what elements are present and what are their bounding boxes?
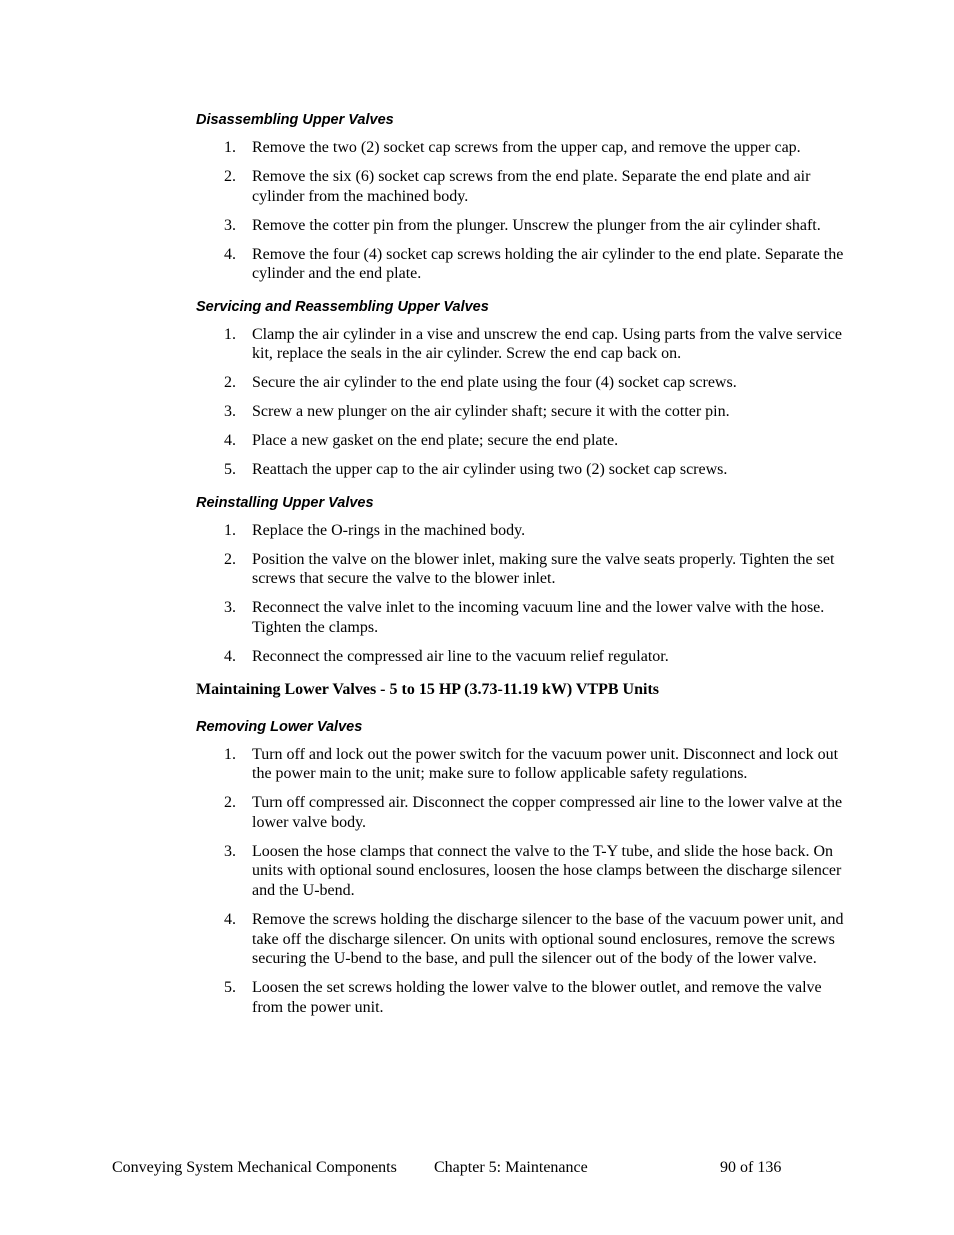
- step-text: Remove the screws holding the discharge silencer to the base of the vacuum power unit, and take off the discharge silencer. On units with optional sound enclosures, remove the screws securing the U-bend to the base, and pull the silencer out of the body of the lower valve.: [252, 910, 844, 968]
- disassembling-steps-list: [196, 138, 846, 284]
- step-number: 1.: [224, 521, 236, 539]
- step-text: Replace the O-rings in the machined body.: [252, 521, 526, 539]
- step-number: 1.: [224, 325, 236, 343]
- section-heading-reinstalling-upper-valves: Reinstalling Upper Valves: [196, 494, 374, 511]
- step-number: 5.: [224, 461, 236, 479]
- step-text: Remove the four (4) socket cap screws holding the air cylinder to the end plate. Separate the cylinder and the end plate.: [252, 245, 844, 283]
- list-item: [196, 521, 846, 541]
- list-item: [196, 978, 846, 1017]
- footer-document-title: Conveying System Mechanical Components: [112, 1159, 397, 1176]
- step-text: Screw a new plunger on the air cylinder shaft; secure it with the cotter pin.: [252, 403, 730, 421]
- step-text: Reconnect the valve inlet to the incoming vacuum line and the lower valve with the hose. Tighten the clamps.: [252, 599, 825, 637]
- step-text: Turn off compressed air. Disconnect the copper compressed air line to the lower valve at the lower valve body.: [252, 794, 843, 831]
- step-number: 2.: [224, 374, 236, 392]
- step-number: 3.: [224, 216, 236, 234]
- step-text: Reconnect the compressed air line to the vacuum relief regulator.: [252, 648, 669, 665]
- step-text: Remove the cotter pin from the plunger. Unscrew the plunger from the air cylinder shaft.: [252, 216, 821, 234]
- servicing-steps-list: [196, 325, 846, 480]
- footer-page-number: 90 of 136: [720, 1159, 782, 1176]
- step-number: 4.: [224, 432, 236, 450]
- step-text: Place a new gasket on the end plate; secure the end plate.: [252, 432, 619, 450]
- step-number: 1.: [224, 745, 236, 763]
- list-item: [196, 373, 846, 393]
- list-item: [196, 216, 846, 236]
- list-item: [196, 910, 846, 969]
- step-text: Loosen the hose clamps that connect the valve to the T-Y tube, and slide the hose back. On units with optional sound enclosures, loosen the hose clamps between the discharge silencer and the U-bend.: [252, 842, 842, 899]
- step-number: 1.: [224, 139, 236, 156]
- step-number: 2.: [224, 167, 236, 185]
- document-body: [196, 110, 846, 1030]
- list-item: [196, 598, 846, 637]
- page-footer: [112, 1158, 832, 1180]
- list-item: [196, 138, 846, 158]
- list-item: [196, 793, 846, 832]
- step-number: 3.: [224, 599, 236, 617]
- step-text: Turn off and lock out the power switch for the vacuum power unit. Disconnect and lock out the power main to the unit; make sure to follow applicable safety regulations.: [252, 745, 839, 783]
- step-number: 3.: [224, 842, 236, 860]
- step-number: 4.: [224, 648, 236, 665]
- list-item: [196, 550, 846, 589]
- step-text: Reattach the upper cap to the air cylinder using two (2) socket cap screws.: [252, 461, 728, 479]
- step-text: Remove the six (6) socket cap screws from the end plate. Separate the end plate and air cylinder from the machined body.: [252, 167, 811, 205]
- step-text: Secure the air cylinder to the end plate using the four (4) socket cap screws.: [252, 374, 737, 392]
- section-heading-removing-lower-valves: Removing Lower Valves: [196, 718, 363, 735]
- step-text: Clamp the air cylinder in a vise and unscrew the end cap. Using parts from the valve service kit, replace the seals in the air cylinder. Screw the end cap back on.: [252, 325, 843, 363]
- removing-lower-steps-list: [196, 745, 846, 1018]
- list-item: [196, 460, 846, 480]
- step-text: Position the valve on the blower inlet, making sure the valve seats properly. Tighten the set screws that secure the valve to the blower inlet.: [252, 550, 835, 588]
- step-text: Loosen the set screws holding the lower valve to the blower outlet, and remove the valve from the power unit.: [252, 979, 822, 1016]
- step-number: 2.: [224, 794, 236, 812]
- section-heading-disassembling-upper-valves: Disassembling Upper Valves: [196, 112, 394, 128]
- list-item: [196, 745, 846, 784]
- list-item: [196, 431, 846, 451]
- step-number: 4.: [224, 910, 236, 928]
- footer-chapter: Chapter 5: Maintenance: [434, 1159, 588, 1176]
- main-heading-maintaining-lower-valves: Maintaining Lower Valves - 5 to 15 HP (3.73-11.19 kW) VTPB Units: [196, 680, 659, 698]
- step-number: 4.: [224, 245, 236, 263]
- list-item: [196, 245, 846, 284]
- list-item: [196, 325, 846, 364]
- step-text: Remove the two (2) socket cap screws from the upper cap, and remove the upper cap.: [252, 139, 801, 156]
- reinstalling-steps-list: [196, 521, 846, 667]
- section-heading-servicing-reassembling: Servicing and Reassembling Upper Valves: [196, 298, 489, 315]
- step-number: 2.: [224, 550, 236, 568]
- list-item: [196, 402, 846, 422]
- step-number: 3.: [224, 403, 236, 421]
- step-number: 5.: [224, 979, 236, 997]
- list-item: [196, 167, 846, 206]
- list-item: [196, 842, 846, 901]
- list-item: [196, 647, 846, 667]
